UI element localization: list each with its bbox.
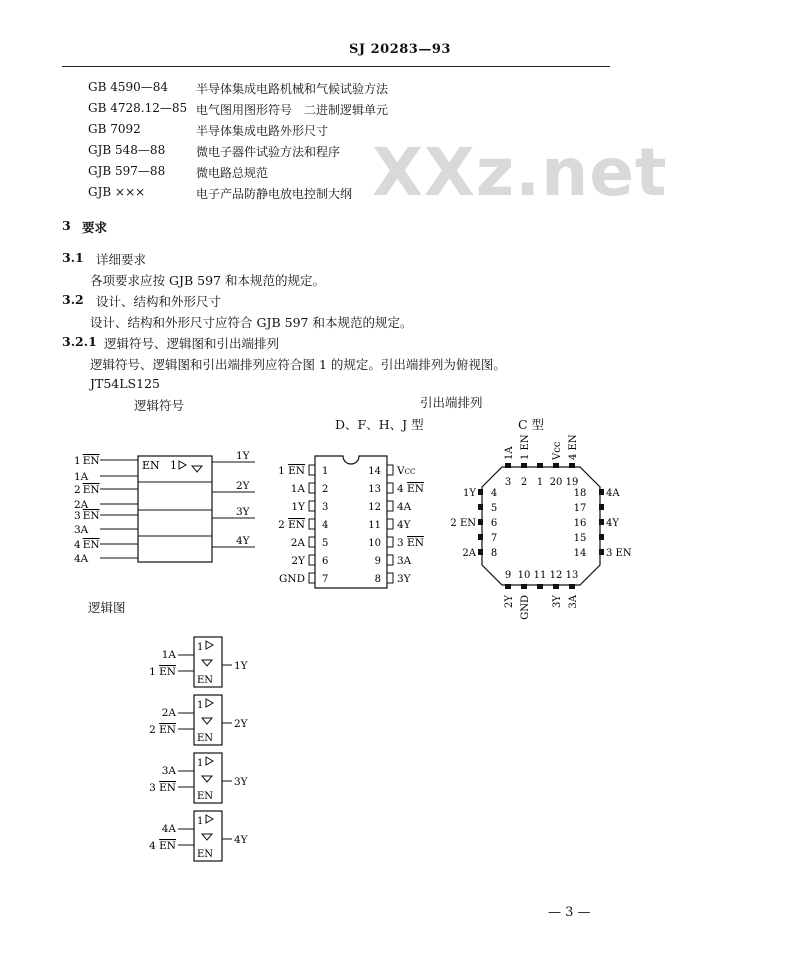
- dip-right-pin-number: 12: [368, 502, 381, 513]
- dip-pinout: [275, 448, 435, 598]
- dip-left-pin-label: [291, 483, 306, 495]
- gate-enable-prefix: 1: [149, 666, 160, 678]
- dip-left-pin-label-prefix: GND: [279, 573, 305, 585]
- dip-left-pin-label-prefix: 2A: [290, 537, 305, 549]
- dip-left-pin-label: [291, 555, 306, 567]
- dip-right-pin-label-prefix: 3: [397, 537, 408, 549]
- dip-left-pin-label-prefix: 1Y: [291, 501, 305, 513]
- dip-right-pin-label-prefix: 4A: [397, 501, 412, 513]
- input-name: 4: [74, 539, 81, 551]
- c-right-pin-label: 4A: [606, 488, 620, 499]
- dip-pin: [387, 573, 393, 583]
- reference-title: 微电路总规范: [196, 166, 269, 180]
- c-pin: [505, 584, 511, 589]
- section-body: 各项要求应按 GJB 597 和本规范的规定。: [90, 273, 325, 288]
- c-top-pin-number: 20: [549, 477, 563, 488]
- c-pin: [569, 584, 575, 589]
- dip-pin: [309, 573, 315, 583]
- gate-enable-prefix: 2: [149, 724, 160, 736]
- dip-pin: [387, 483, 393, 493]
- c-pin: [478, 489, 483, 495]
- dip-left-pin-label-prefix: 1A: [290, 483, 305, 495]
- reference-title: 电子产品防静电放电控制大纲: [196, 187, 353, 201]
- dip-left-pin-number: 6: [322, 556, 329, 567]
- section-number: 3: [62, 218, 71, 233]
- gate-en-label: EN: [197, 791, 214, 802]
- buffer-gate-4: [149, 811, 249, 861]
- symbol-one-label: 1: [170, 459, 177, 472]
- dip-left-pin-number: 5: [322, 538, 329, 549]
- dip-right-pin-number: 14: [368, 466, 381, 477]
- c-left-pin-label: 2 EN: [450, 518, 476, 529]
- symbol-output-label: 3Y: [236, 506, 250, 518]
- input-overbar: EN: [82, 484, 100, 496]
- c-pin: [521, 463, 527, 468]
- buffer-gate-1: [149, 637, 249, 687]
- section-number: 3.2: [62, 292, 84, 307]
- c-pin: [521, 584, 527, 589]
- dip-pin: [387, 555, 393, 565]
- dip-pin: [309, 537, 315, 547]
- dip-pin: [387, 465, 393, 475]
- c-pinout: [440, 430, 640, 620]
- input-overbar: EN: [82, 539, 100, 551]
- c-right-pin-label: 3 EN: [606, 548, 632, 559]
- c-bottom-pin-number: 13: [565, 570, 579, 581]
- document-header: SJ 20283—93: [349, 42, 451, 57]
- c-left-pin-number: 7: [490, 533, 498, 544]
- dip-left-pin-label-overbar: EN: [288, 465, 305, 477]
- gate-output-label: 3Y: [234, 776, 248, 788]
- c-pin: [599, 504, 604, 510]
- dip-pin: [309, 555, 315, 565]
- dip-right-pin-label-prefix: 3Y: [397, 573, 411, 585]
- gate-en-label: EN: [197, 849, 214, 860]
- gate-en-label: EN: [197, 675, 214, 686]
- gate-enable-label: [149, 666, 176, 678]
- c-right-pin-number: 17: [573, 503, 587, 514]
- reference-title: 微电子器件试验方法和程序: [196, 145, 341, 159]
- gate-input-label: 4A: [161, 823, 176, 835]
- c-left-pin-label: 2A: [462, 548, 476, 559]
- dip-left-pin-label: [291, 537, 306, 549]
- reference-title: 半导体集成电路外形尺寸: [196, 124, 329, 138]
- c-pin: [478, 534, 483, 540]
- reference-title: 电气图用图形符号 二进制逻辑单元: [196, 103, 389, 117]
- c-top-pin-label: Vcc: [552, 441, 563, 460]
- dip-right-pin-label: [397, 501, 412, 513]
- gate-input-label: 1A: [161, 649, 176, 661]
- reference-code: GB 4728.12—85: [88, 101, 188, 115]
- buffer-gate-3: [149, 753, 249, 803]
- c-right-pin-number: 15: [573, 533, 587, 544]
- c-left-pin-label: 1Y: [463, 488, 476, 499]
- dip-right-pin-label-prefix: 4: [397, 483, 408, 495]
- dip-left-pin-label: [279, 573, 305, 585]
- c-right-pin-number: 16: [573, 518, 587, 529]
- dip-left-pin-label-overbar: EN: [288, 519, 305, 531]
- gate-enable-overbar: EN: [159, 782, 176, 794]
- watermark: XXz.net: [372, 134, 668, 211]
- dip-right-pin-label-overbar: EN: [407, 537, 424, 549]
- dip-left-pin-label-prefix: 2Y: [291, 555, 305, 567]
- gate-en-label: EN: [197, 733, 214, 744]
- gate-enable-overbar: EN: [159, 840, 176, 852]
- dip-right-pin-label-overbar: EN: [407, 483, 424, 495]
- gate-enable-overbar: EN: [159, 666, 176, 678]
- c-bottom-pin-number: 11: [533, 570, 547, 581]
- c-right-pin-label: 4Y: [606, 518, 619, 529]
- reference-code: GB 7092: [88, 122, 141, 136]
- symbol-input-2: [74, 484, 138, 496]
- section-title: 要求: [82, 220, 108, 235]
- dip-right-pin-label: [397, 537, 424, 549]
- section-number: 3.2.1: [62, 334, 97, 349]
- buffer-triangle-icon: [206, 815, 213, 823]
- c-pin: [478, 504, 483, 510]
- dip-right-pin-label: [396, 465, 415, 477]
- logic-diagram: [140, 635, 280, 865]
- section-title: 详细要求: [96, 252, 147, 267]
- symbol-input-0: [74, 455, 138, 467]
- dip-right-pin-number: 13: [368, 484, 381, 495]
- section-title: 设计、结构和外形尺寸: [96, 294, 222, 309]
- symbol-input-6: [74, 539, 138, 551]
- c-top-pin-label: 4 EN: [568, 434, 579, 460]
- symbol-input-1: [74, 471, 138, 483]
- dip-right-pin-label: [397, 519, 412, 531]
- c-left-pin-number: 8: [490, 548, 498, 559]
- dip-pin: [387, 519, 393, 529]
- symbol-output-label: 4Y: [236, 535, 250, 547]
- c-pin: [537, 584, 543, 589]
- gate-output-label: 1Y: [234, 660, 248, 672]
- dip-right-pin-label-subscript: CC: [404, 468, 416, 476]
- input-name: 3A: [74, 524, 89, 536]
- c-pin: [478, 519, 483, 525]
- page-number: — 3 —: [548, 905, 591, 920]
- dip-pin: [309, 483, 315, 493]
- input-name: 2A: [74, 499, 89, 511]
- input-overbar: EN: [82, 455, 100, 467]
- symbol-input-label: [74, 524, 89, 536]
- c-bottom-pin-number: 9: [504, 570, 512, 581]
- logic-diagram-title: 逻辑图: [88, 600, 126, 615]
- symbol-input-label: [74, 484, 100, 496]
- c-bottom-pin-label: 2Y: [504, 595, 515, 608]
- input-name: 3: [74, 510, 81, 522]
- c-pin: [599, 489, 604, 495]
- c-pin: [569, 463, 575, 468]
- c-bottom-pin-label: 3A: [568, 595, 579, 609]
- dip-left-pin-label: [291, 501, 306, 513]
- dip-right-pin-label: [397, 483, 424, 495]
- symbol-input-label: [74, 539, 100, 551]
- dip-right-pin-number: 8: [374, 574, 381, 585]
- device-name: JT54LS125: [90, 376, 160, 391]
- reference-code: GJB 597—88: [88, 164, 166, 178]
- gate-one-label: 1: [197, 758, 204, 769]
- dip-left-pin-number: 1: [322, 466, 329, 477]
- dip-right-pin-label-prefix: V: [397, 465, 405, 477]
- tristate-triangle-icon: [202, 660, 212, 666]
- pinout-title: 引出端排列: [420, 395, 483, 410]
- section-body: 逻辑符号、逻辑图和引出端排列应符合图 1 的规定。引出端排列为俯视图。: [90, 357, 506, 372]
- dip-left-pin-number: 7: [322, 574, 329, 585]
- c-bottom-pin-label: GND: [520, 595, 531, 620]
- logic-symbol-title: 逻辑符号: [134, 398, 185, 413]
- c-top-pin-label: 1A: [504, 446, 515, 460]
- gate-enable-overbar: EN: [159, 724, 176, 736]
- section-title: 逻辑符号、逻辑图和引出端排列: [104, 336, 280, 351]
- reference-code: GJB 548—88: [88, 143, 166, 157]
- dip-left-pin-label: [278, 465, 305, 477]
- buffer-triangle-icon: [206, 757, 213, 765]
- c-pin: [553, 584, 559, 589]
- c-top-pin-label: 1 EN: [520, 434, 531, 460]
- symbol-input-5: [74, 524, 138, 536]
- dip-left-pin-number: 4: [322, 520, 329, 531]
- c-pin: [537, 463, 543, 468]
- dip-right-pin-number: 9: [374, 556, 381, 567]
- dip-pin: [309, 465, 315, 475]
- symbol-input-4: [74, 510, 138, 522]
- logic-symbol: [70, 440, 280, 580]
- symbol-en-label: EN: [142, 459, 160, 472]
- c-pin: [478, 549, 483, 555]
- reference-code: GJB ×××: [88, 185, 146, 199]
- dip-right-pin-label: [397, 573, 412, 585]
- gate-one-label: 1: [197, 816, 204, 827]
- symbol-input-label: [74, 510, 100, 522]
- input-name: 2: [74, 484, 81, 496]
- buffer-triangle-icon: [206, 641, 213, 649]
- dip-pin: [387, 537, 393, 547]
- c-top-pin-number: 1: [536, 477, 544, 488]
- gate-output-label: 2Y: [234, 718, 248, 730]
- buffer-triangle-icon: [179, 461, 186, 469]
- gate-one-label: 1: [197, 642, 204, 653]
- gate-input-label: 3A: [161, 765, 176, 777]
- c-pin: [553, 463, 559, 468]
- dip-right-pin-label-prefix: 4Y: [397, 519, 411, 531]
- tristate-triangle-icon: [202, 776, 212, 782]
- buffer-triangle-icon: [206, 699, 213, 707]
- c-bottom-pin-number: 12: [549, 570, 563, 581]
- c-top-pin-number: 2: [520, 477, 528, 488]
- gate-enable-label: [149, 840, 176, 852]
- gate-output-label: 4Y: [234, 834, 248, 846]
- dip-right-pin-label: [397, 555, 412, 567]
- dip-left-pin-number: 3: [322, 502, 329, 513]
- dip-left-pin-number: 2: [322, 484, 329, 495]
- dip-right-pin-number: 10: [368, 538, 381, 549]
- section-body: 设计、结构和外形尺寸应符合 GJB 597 和本规范的规定。: [90, 315, 413, 330]
- input-name: 1A: [74, 471, 89, 483]
- section-number: 3.1: [62, 250, 84, 265]
- c-pin: [599, 534, 604, 540]
- tristate-triangle-icon: [202, 718, 212, 724]
- c-bottom-pin-number: 10: [517, 570, 531, 581]
- gate-enable-label: [149, 724, 176, 736]
- header-rule: [62, 66, 610, 67]
- c-right-pin-number: 14: [573, 548, 587, 559]
- c-pin: [599, 519, 604, 525]
- dip-left-pin-label-prefix: 2: [278, 519, 289, 531]
- c-bottom-pin-label: 3Y: [552, 595, 563, 608]
- tristate-triangle-icon: [192, 466, 202, 472]
- dip-right-pin-number: 11: [368, 520, 381, 531]
- c-left-pin-number: 4: [490, 488, 498, 499]
- c-left-pin-number: 6: [490, 518, 498, 529]
- gate-enable-label: [149, 782, 176, 794]
- c-pin: [599, 549, 604, 555]
- dip-right-pin-label-prefix: 3A: [397, 555, 412, 567]
- reference-title: 半导体集成电路机械和气候试验方法: [196, 82, 389, 96]
- symbol-input-label: [74, 455, 100, 467]
- c-top-pin-number: 19: [565, 477, 579, 488]
- gate-input-label: 2A: [161, 707, 176, 719]
- c-right-pin-number: 18: [573, 488, 587, 499]
- gate-enable-prefix: 3: [149, 782, 160, 794]
- gate-one-label: 1: [197, 700, 204, 711]
- c-top-pin-number: 3: [504, 477, 512, 488]
- c-type-label: C 型: [518, 417, 545, 432]
- c-left-pin-number: 5: [490, 503, 498, 514]
- symbol-output-label: 1Y: [236, 450, 250, 462]
- symbol-input-label: [74, 553, 89, 565]
- reference-code: GB 4590—84: [88, 80, 169, 94]
- input-name: 1: [74, 455, 81, 467]
- dip-pin: [309, 501, 315, 511]
- c-pin: [505, 463, 511, 468]
- input-name: 4A: [74, 553, 89, 565]
- dip-pin: [387, 501, 393, 511]
- gate-enable-prefix: 4: [149, 840, 160, 852]
- dip-left-pin-label: [278, 519, 305, 531]
- buffer-gate-2: [149, 695, 249, 745]
- dip-left-pin-label-prefix: 1: [278, 465, 289, 477]
- dip-type-label: D、F、H、J 型: [335, 417, 424, 432]
- tristate-triangle-icon: [202, 834, 212, 840]
- dip-pin: [309, 519, 315, 529]
- symbol-output-label: 2Y: [236, 480, 250, 492]
- symbol-input-7: [74, 553, 138, 565]
- symbol-input-label: [74, 471, 89, 483]
- input-overbar: EN: [82, 510, 100, 522]
